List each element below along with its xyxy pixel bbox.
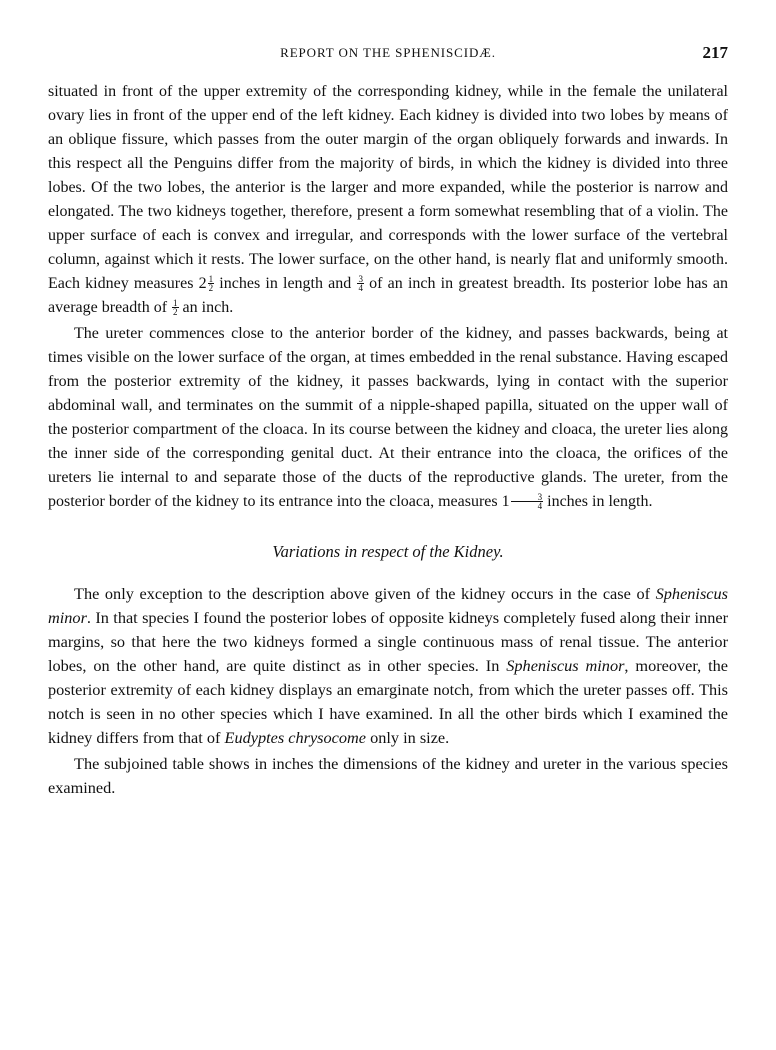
page-header (48, 44, 728, 64)
fraction-denominator: 4 (537, 501, 543, 511)
text-run: . In that species I found the posterior lobes of opposite kidneys completely fused along their inner margins, so that here the two kidneys formed a single continuous mass of renal tissue. The anterior lobes, on the other hand, are quite distinct as in other species. In (48, 608, 728, 675)
paragraph-ureter-description (48, 322, 728, 514)
text-run: The only exception to the description above given of the kidney occurs in the case of (74, 584, 656, 603)
fraction-denominator: 2 (208, 283, 214, 293)
text-run: only in size. (366, 728, 450, 747)
paragraph-kidney-description (48, 80, 728, 320)
paragraph-table-intro: The subjoined table shows in inches the dimensions of the kidney and ureter in the various species examined. (48, 754, 728, 797)
body-text (48, 80, 728, 800)
species-name: Spheniscus minor (506, 656, 625, 675)
text-run: situated in front of the upper extremity of the corresponding kidney, while in the female the unilateral ovary lies in front of the upper end of the left kidney. Each kidney is divided into two lobes by means of an oblique fissure, which passes from the outer margin of the organ obliquely forwards and inwards. In this respect all the Penguins differ from the majority of birds, in which the kidney is divided into three lobes. Of the two lobes, the anterior is the larger and more expanded, while the posterior is narrow and elongated. The two kidneys together, therefore, present a form somewhat resembling that of a violin. The upper surface of each is convex and irregular, and corresponds with the lower surface of the vertebral column, against which it rests. The lower surface, on the other hand, is nearly flat and uniformly smooth. Each kidney measures 2 (48, 83, 728, 292)
text-run: an inch. (178, 299, 234, 316)
fraction-numerator: 3 (511, 493, 544, 502)
fraction (511, 493, 544, 510)
text-run: The ureter commences close to the anterior border of the kidney, and passes backwards, being at times visible on the lower surface of the organ, at times embedded in the renal substance. Having escaped from the posterior extremity of the kidney, it passes backwards, lying in contact with the superior abdominal wall, and terminates on the summit of a nipple-shaped papilla, situated on the upper wall of the posterior compartment of the cloaca. In its course between the kidney and cloaca, the ureter lies along the inner side of the corresponding genital duct. At their entrance into the cloaca, the orifices of the ureters lie internal to and separate those of the ducts of the reproductive glands. The ureter, from the posterior border of the kidney to its entrance into the cloaca, measures 1 (48, 325, 728, 510)
running-head: REPORT ON THE SPHENISCIDÆ. (280, 45, 496, 60)
paragraph-kidney-variations (48, 582, 728, 750)
species-name: Eudyptes chrysocome (224, 728, 367, 747)
fraction-numerator: 1 (173, 298, 178, 308)
page-number: 217 (702, 43, 728, 62)
fraction-numerator: 3 (358, 274, 363, 284)
text-run: inches in length. (543, 493, 653, 510)
species-name: Spheniscus minor (48, 584, 728, 627)
fraction-denominator: 4 (358, 283, 363, 293)
fraction-denominator: 2 (173, 307, 178, 317)
text-run: of an inch in greatest breadth. Its posterior lobe has an average breadth of (48, 275, 729, 316)
section-heading: Variations in respect of the Kidney. (272, 542, 504, 561)
text-run: inches in length and (214, 275, 357, 292)
fraction-numerator: 1 (208, 274, 214, 284)
text-run: , moreover, the posterior extremity of each kidney displays an emarginate notch, from which the ureter passes off. This notch is seen in no other species which I have examined. In all the other birds which I examined the kidney differs from that of (48, 656, 728, 747)
